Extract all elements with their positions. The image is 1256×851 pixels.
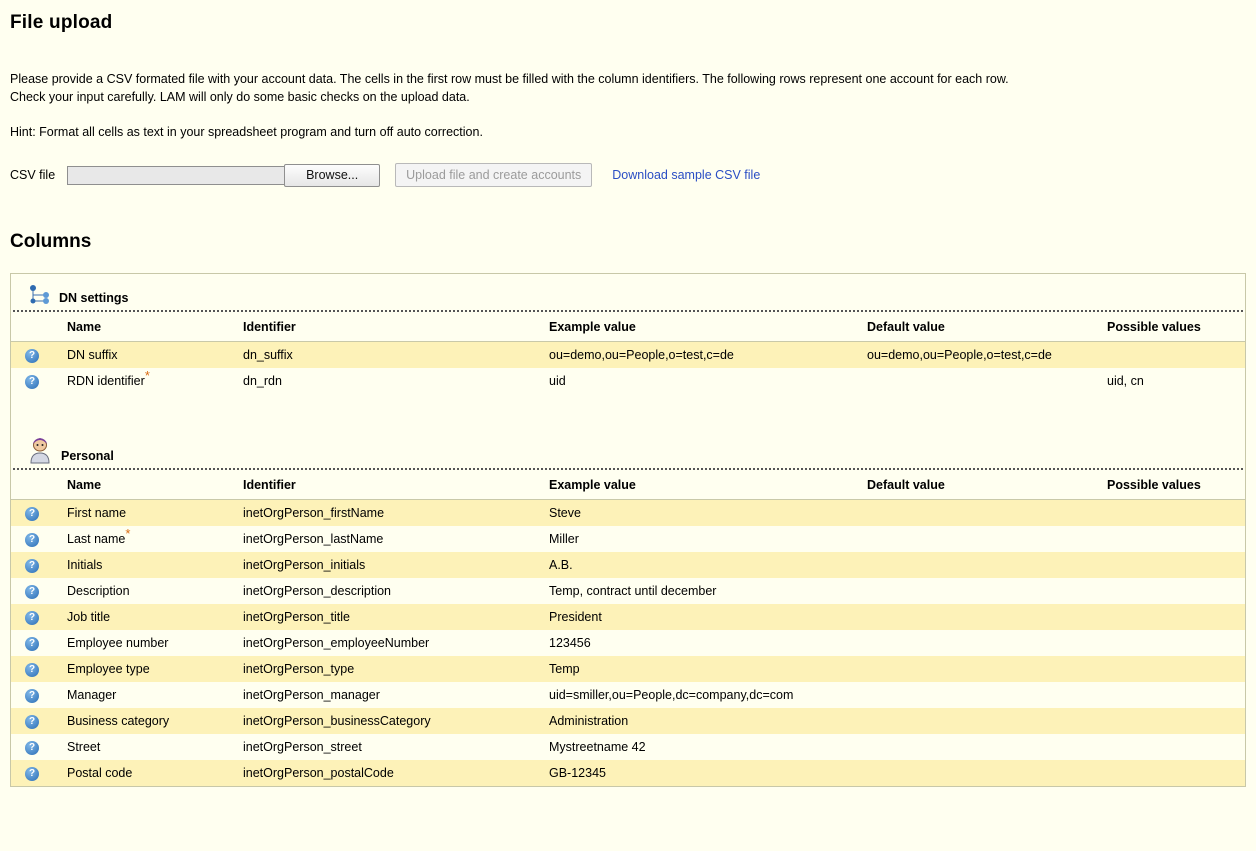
csv-file-label: CSV file (10, 168, 56, 182)
row-possible (1103, 500, 1245, 527)
row-default (863, 708, 1103, 734)
row-identifier: inetOrgPerson_firstName (239, 500, 545, 527)
row-possible (1103, 682, 1245, 708)
table-row (11, 342, 1245, 369)
upload-controls (10, 163, 1246, 187)
page-title: File upload (10, 12, 113, 33)
help-icon[interactable]: ? (25, 767, 39, 781)
row-name: Employee number (67, 636, 169, 650)
table-row (11, 526, 1245, 552)
help-icon[interactable]: ? (25, 741, 39, 755)
row-example: uid (549, 374, 566, 388)
intro-text (10, 70, 1246, 106)
header-default: Default value (863, 312, 1103, 342)
section-title: Personal (61, 449, 114, 463)
row-name: RDN identifier (67, 374, 145, 388)
row-default (863, 368, 1103, 394)
help-icon[interactable]: ? (25, 533, 39, 547)
row-identifier: inetOrgPerson_businessCategory (239, 708, 545, 734)
help-icon[interactable]: ? (25, 585, 39, 599)
row-identifier: inetOrgPerson_initials (239, 552, 545, 578)
row-identifier: inetOrgPerson_description (243, 584, 391, 598)
row-possible (1103, 526, 1245, 552)
row-example: Steve (545, 500, 863, 527)
help-icon[interactable]: ? (25, 611, 39, 625)
header-possible: Possible values (1103, 312, 1245, 342)
row-identifier: inetOrgPerson_type (239, 656, 545, 682)
row-identifier: inetOrgPerson_street (243, 740, 362, 754)
table-row (11, 630, 1245, 656)
row-identifier: inetOrgPerson_manager (243, 688, 380, 702)
row-default: ou=demo,ou=People,o=test,c=de (863, 342, 1103, 369)
header-example: Example value (545, 470, 863, 500)
row-name: Last name (67, 532, 126, 546)
row-example: uid=smiller,ou=People,dc=company,dc=com (549, 688, 794, 702)
intro-line-2: Check your input carefully. LAM will only do some basic checks on the upload data. (10, 90, 470, 104)
row-example: President (545, 604, 863, 630)
header-help (11, 470, 63, 500)
row-identifier: inetOrgPerson_title (239, 604, 545, 630)
download-sample-csv-link[interactable]: Download sample CSV file (612, 168, 761, 182)
section-header-dn-settings (13, 274, 1243, 312)
help-icon[interactable]: ? (25, 375, 39, 389)
row-example: ou=demo,ou=People,o=test,c=de (545, 342, 863, 369)
row-default (863, 578, 1103, 604)
row-possible (1103, 760, 1245, 786)
header-help (11, 312, 63, 342)
header-identifier: Identifier (239, 312, 545, 342)
help-icon[interactable]: ? (25, 689, 39, 703)
row-name: Street (67, 740, 101, 754)
upload-and-create-button[interactable]: Upload file and create accounts (395, 163, 592, 187)
row-possible (1103, 552, 1245, 578)
row-possible (1103, 630, 1245, 656)
header-name: Name (63, 470, 239, 500)
row-identifier: inetOrgPerson_lastName (243, 532, 384, 546)
dn-settings-table (11, 312, 1245, 426)
row-example: Mystreetname 42 (549, 740, 646, 754)
browse-button[interactable]: Browse... (284, 164, 380, 187)
row-name: Employee type (63, 656, 239, 682)
row-name: DN suffix (63, 342, 239, 369)
row-default (863, 734, 1103, 760)
csv-file-input[interactable] (67, 166, 285, 185)
intro-line-1: Please provide a CSV formated file with your account data. The cells in the first row must be filled with the column identifiers. The following rows represent one account for each row. (10, 72, 1009, 86)
row-example: Temp (545, 656, 863, 682)
row-possible (1103, 578, 1245, 604)
row-example: A.B. (545, 552, 863, 578)
table-row (11, 552, 1245, 578)
row-name: First name (63, 500, 239, 527)
section-title: DN settings (59, 291, 129, 305)
row-possible (1103, 734, 1245, 760)
personal-table (11, 470, 1245, 786)
table-header-row (11, 470, 1245, 500)
header-identifier: Identifier (239, 470, 545, 500)
row-example: Administration (545, 708, 863, 734)
row-identifier: dn_rdn (243, 374, 282, 388)
table-row (11, 604, 1245, 630)
table-row (11, 760, 1245, 786)
row-default (863, 760, 1103, 786)
table-row (11, 708, 1245, 734)
row-possible (1103, 342, 1245, 369)
row-name: Postal code (63, 760, 239, 786)
columns-panel (10, 273, 1246, 787)
section-personal (11, 426, 1245, 786)
header-example: Example value (545, 312, 863, 342)
row-name: Initials (63, 552, 239, 578)
help-icon[interactable]: ? (25, 349, 39, 363)
row-default (863, 630, 1103, 656)
help-icon[interactable]: ? (25, 507, 39, 521)
row-default (863, 526, 1103, 552)
row-default (863, 604, 1103, 630)
row-identifier: inetOrgPerson_postalCode (239, 760, 545, 786)
section-header-personal (13, 426, 1243, 470)
help-icon[interactable]: ? (25, 637, 39, 651)
row-name: Job title (63, 604, 239, 630)
row-name: Manager (67, 688, 117, 702)
row-name: Description (67, 584, 130, 598)
required-marker: * (125, 525, 131, 541)
file-upload-page (0, 12, 1256, 787)
header-default: Default value (863, 470, 1103, 500)
help-icon[interactable]: ? (25, 559, 39, 573)
row-example: Temp, contract until december (549, 584, 717, 598)
table-row (11, 578, 1245, 604)
header-possible: Possible values (1103, 470, 1245, 500)
person-icon (27, 436, 53, 464)
hint-text: Hint: Format all cells as text in your spreadsheet program and turn off auto correction. (10, 125, 483, 139)
help-icon[interactable]: ? (25, 715, 39, 729)
table-header-row (11, 312, 1245, 342)
columns-heading: Columns (10, 231, 92, 252)
row-example: 123456 (549, 636, 591, 650)
row-default (863, 500, 1103, 527)
row-example: GB-12345 (545, 760, 863, 786)
section-spacer (11, 394, 1245, 426)
row-example: Miller (549, 532, 579, 546)
row-identifier: dn_suffix (239, 342, 545, 369)
table-row (11, 500, 1245, 527)
row-possible (1103, 708, 1245, 734)
table-row (11, 734, 1245, 760)
row-possible: uid, cn (1107, 374, 1144, 388)
help-icon[interactable]: ? (25, 663, 39, 677)
section-dn-settings (11, 274, 1245, 426)
row-name: Business category (63, 708, 239, 734)
row-identifier: inetOrgPerson_employeeNumber (243, 636, 430, 650)
row-possible (1103, 656, 1245, 682)
row-default (863, 656, 1103, 682)
table-row (11, 656, 1245, 682)
row-default (863, 552, 1103, 578)
required-marker: * (144, 367, 150, 383)
table-row (11, 368, 1245, 394)
row-default (863, 682, 1103, 708)
table-row (11, 682, 1245, 708)
header-name: Name (63, 312, 239, 342)
ldap-tree-icon (27, 284, 51, 306)
row-possible (1103, 604, 1245, 630)
